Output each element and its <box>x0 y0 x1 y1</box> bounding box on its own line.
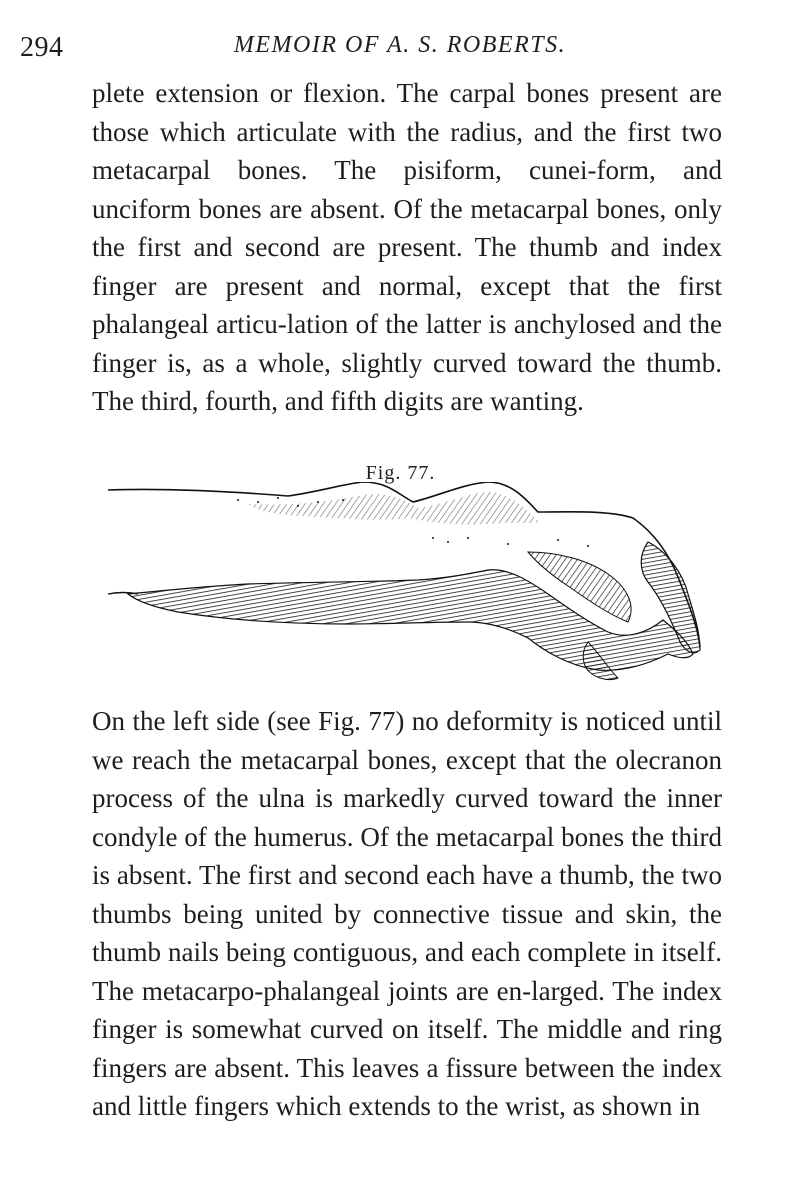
page-header <box>20 18 780 63</box>
paragraph: On the left side (see Fig. 77) no deformity is noticed until we reach the metacarpal bones, except that the olecranon process of the ulna is markedly curved toward the inner condyle of the humerus. Of the metacarpal bones the third is absent. The first and second each have a thumb, the two thumbs being united by connective tissue and skin, the thumb nails being contiguous, and each complete in itself. The metacarpo-phalangeal joints are en-larged. The index finger is somewhat curved on itself. The middle and ring fingers are absent. This leaves a fissure between the index and little fingers which extends to the wrist, as shown in <box>92 706 722 1121</box>
running-head: MEMOIR OF A. S. ROBERTS. <box>233 32 567 58</box>
paragraph: plete extension or flexion. The carpal bones present are those which articulate with the radius, and the first two metacarpal bones. The pisiform, cunei-form, and unciform bones are absent. Of the metacarpal bones, only the first and second are present. The thumb and index finger are present and normal, except that the first phalangeal articu-lation of the latter is anchylosed and the finger is, as a whole, slightly curved toward the thumb. The third, fourth, and fifth digits are wanting. <box>92 78 722 416</box>
figure-caption: Fig. 77. <box>365 462 436 484</box>
page-number: 294 <box>20 32 64 63</box>
hand-bones-illustration <box>88 482 748 702</box>
body-text-top <box>92 74 722 421</box>
body-text-bottom <box>92 702 722 1126</box>
